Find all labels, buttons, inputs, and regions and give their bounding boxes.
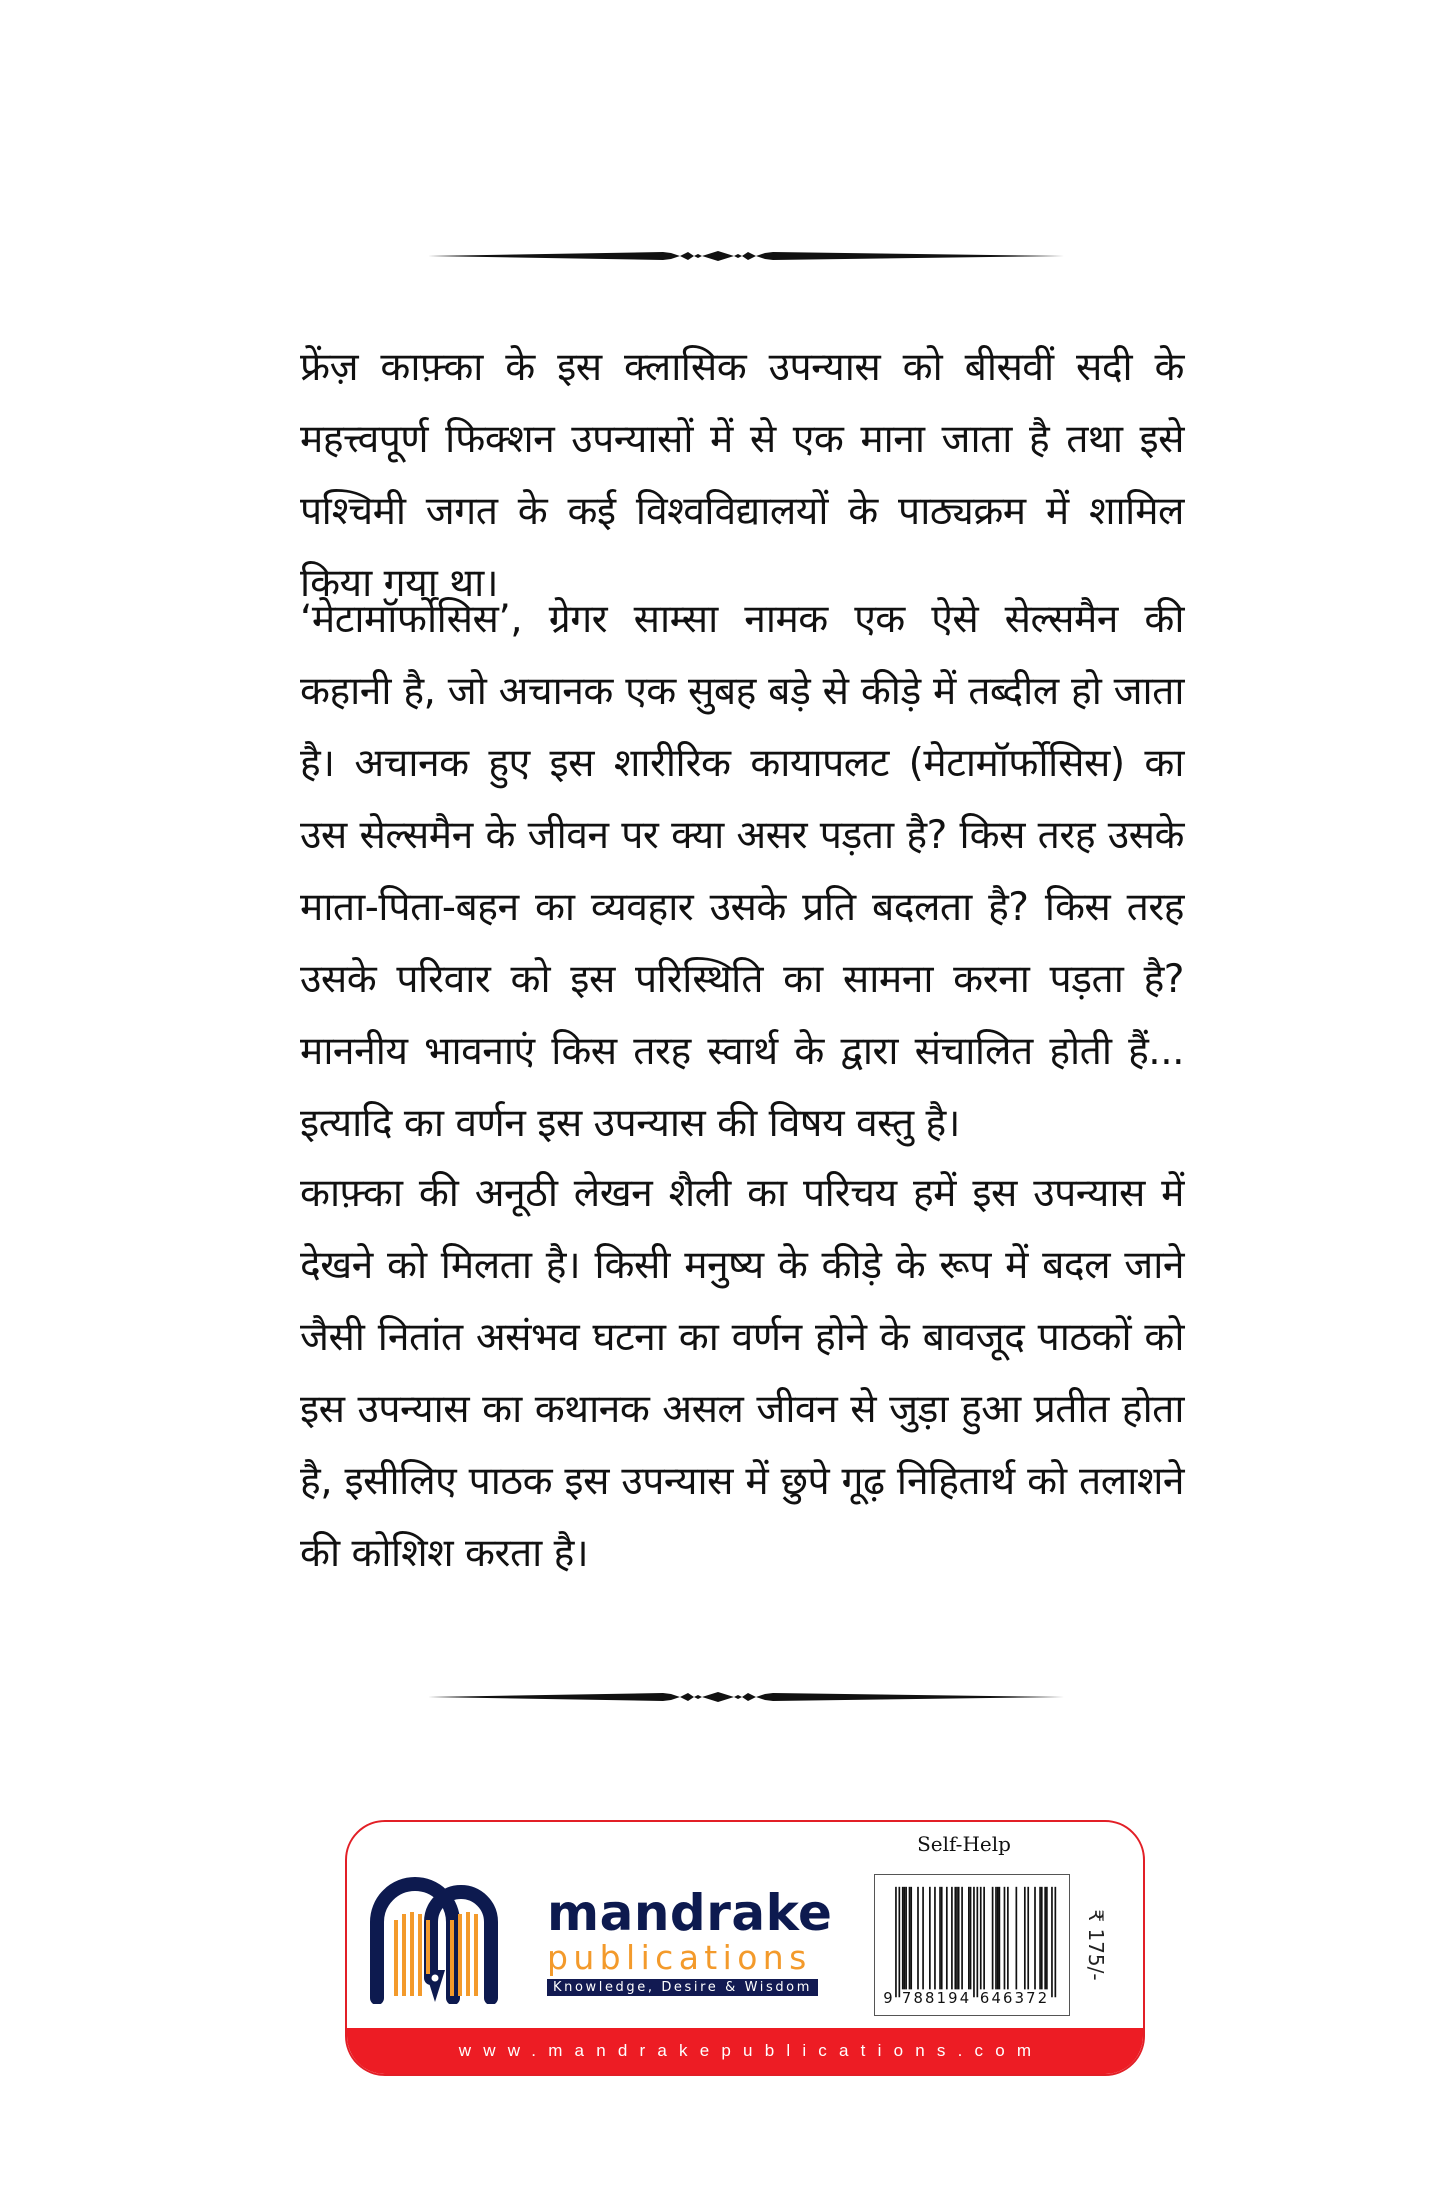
- barcode-bar: [999, 1887, 1001, 1990]
- barcode-bar: [929, 1887, 931, 1990]
- barcode-bar: [976, 1887, 978, 1997]
- ornamental-divider-top: [428, 244, 1064, 268]
- blurb-text: काफ़्का की अनूठी लेखन शैली का परिचय हमें इस उपन्यास में देखने को मिलता है। किसी मनुष्य के कीड़े के रूप में बदल जाने जैसी नितांत असंभव घटना का वर्णन होने के बावजूद पाठकों को इस उपन्यास का कथानक असल जीवन से जुड़ा हुआ प्रतीत होता है, इसीलिए पाठक इस उपन्यास में छुपे गूढ़ निहितार्थ को तलाशने की कोशिश करता है।: [300, 1171, 1184, 1576]
- book-category: Self-Help: [917, 1832, 1011, 1856]
- barcode-bar: [1015, 1887, 1017, 1990]
- barcode-bar: [902, 1887, 904, 1990]
- website-band: [347, 2028, 1143, 2074]
- barcode-bar: [1027, 1887, 1029, 1990]
- barcode-bar: [995, 1887, 997, 1990]
- price-text: ₹ 175/-: [1084, 1909, 1108, 1981]
- barcode-bar: [968, 1887, 970, 1990]
- barcode-bar: [951, 1887, 953, 1990]
- barcode-digits: 9: [883, 1990, 895, 2008]
- barcode-bar: [909, 1887, 911, 1990]
- barcode-bar: [1034, 1887, 1036, 1990]
- barcode-bar: [983, 1887, 985, 1990]
- barcode-bar: [904, 1887, 906, 1990]
- barcode-bar: [958, 1887, 960, 1990]
- blurb-text: ‘मेटामॉर्फोसिस’, ग्रेगर साम्सा नामक एक ऐसे सेल्समैन की कहानी है, जो अचानक एक सुबह बड़े से कीड़े में तब्दील हो जाता है। अचानक हुए इस शारीरिक कायापलट (मेटामॉर्फोसिस) का उस सेल्समैन के जीवन पर क्या असर पड़ता है? किस तरह उसके माता-पिता-बहन का व्यवहार उसके प्रति बदलता है? किस तरह उसके परिवार को इस परिस्थिति का सामना करना पड़ता है? माननीय भावनाएं किस तरह स्वार्थ के द्वारा संचालित होती हैं... इत्यादि का वर्णन इस उपन्यास की विषय वस्तु है।: [300, 597, 1184, 1146]
- barcode-bar: [1044, 1887, 1046, 1990]
- barcode-bar: [997, 1887, 999, 1990]
- blurb-paragraph-3: [300, 1158, 1184, 1590]
- barcode-bar: [954, 1887, 956, 1990]
- mandrake-logo-icon: [369, 1874, 501, 2004]
- ornamental-divider-bottom: [428, 1685, 1064, 1709]
- barcode-digits: 788194: [901, 1990, 972, 2008]
- barcode-bar: [939, 1887, 941, 1990]
- barcode-bar: [941, 1887, 943, 1990]
- blurb-text: फ्रेंज़ काफ़्का के इस क्लासिक उपन्यास को बीसवीं सदी के महत्त्वपूर्ण फिक्शन उपन्यासों में से एक माना जाता है तथा इसे पश्चिमी जगत के कई विश्वविद्यालयों के पाठ्यक्रम में शामिल किया गया था।: [300, 345, 1184, 606]
- publisher-wordmark: [547, 1884, 833, 1996]
- barcode-bar: [1007, 1887, 1009, 1990]
- barcode-bar: [905, 1887, 907, 1990]
- blurb-paragraph-1: [300, 332, 1184, 620]
- barcode-bar: [910, 1887, 912, 1990]
- website-link[interactable]: www.mandrakepublications.com: [458, 2041, 1044, 2060]
- barcode-bar: [1039, 1887, 1041, 1990]
- barcode-bar: [980, 1887, 982, 1990]
- barcode-bar: [934, 1887, 936, 1990]
- blurb-paragraph-2: [300, 584, 1184, 1160]
- barcode-bar: [946, 1887, 948, 1990]
- barcode-bar: [970, 1887, 972, 1990]
- divider-ornament-icon: [428, 244, 1064, 268]
- isbn-barcode: [874, 1874, 1070, 2016]
- barcode-bar: [1051, 1887, 1053, 1997]
- barcode-digits: 646372: [979, 1990, 1050, 2008]
- publisher-tagline: Knowledge, Desire & Wisdom: [547, 1979, 818, 1996]
- barcode-bar: [961, 1887, 963, 1990]
- barcode-bar: [895, 1887, 897, 1997]
- publisher-name: mandrake: [547, 1884, 833, 1942]
- barcode-bar: [1055, 1887, 1057, 1997]
- price-label: [1080, 1880, 1112, 2010]
- barcode-bar: [1046, 1887, 1048, 1990]
- barcode-bar: [1024, 1887, 1026, 1990]
- barcode-bar: [922, 1887, 924, 1990]
- publisher-subname: publications: [547, 1938, 812, 1977]
- publisher-panel: [345, 1820, 1145, 2076]
- barcode-bar: [1004, 1887, 1006, 1990]
- barcode-bar: [992, 1887, 994, 1990]
- barcode-bar: [973, 1887, 975, 1997]
- barcode-bar: [1041, 1887, 1043, 1990]
- divider-ornament-icon: [428, 1685, 1064, 1709]
- barcode-bar: [917, 1887, 919, 1990]
- barcode-icon: [875, 1875, 1069, 2015]
- barcode-bar: [898, 1887, 900, 1997]
- barcode-bar: [956, 1887, 958, 1990]
